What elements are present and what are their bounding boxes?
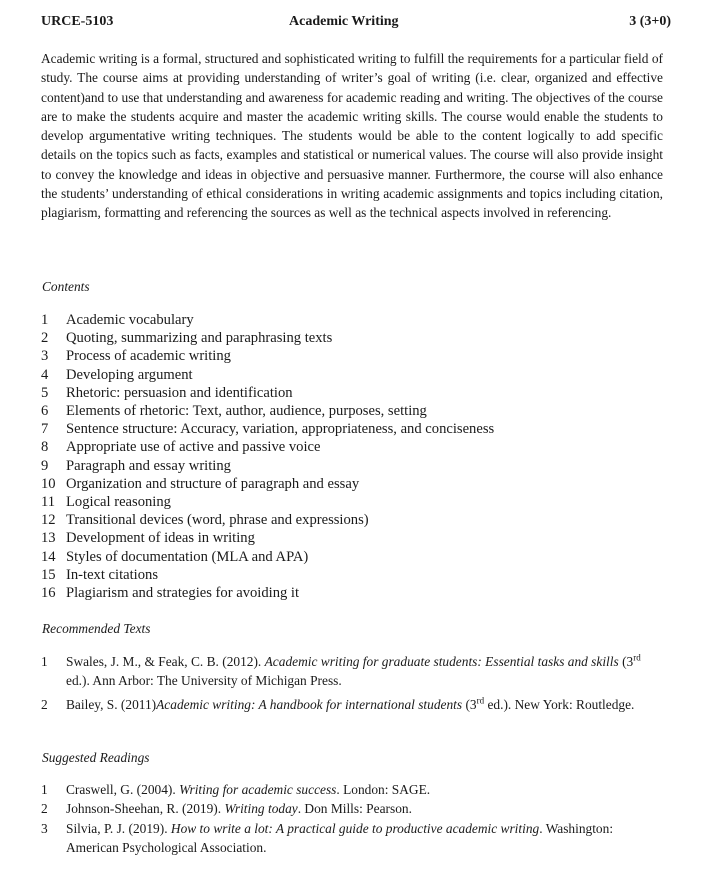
course-header (41, 14, 671, 34)
item-number: 1 (41, 654, 48, 669)
list-item (41, 420, 494, 438)
item-text: Developing argument (66, 366, 193, 383)
reference-text (66, 819, 666, 858)
item-number: 12 (41, 512, 56, 529)
suggested-readings-list (41, 780, 666, 857)
list-item (41, 529, 494, 547)
reference-rest: . Don Mills: Pearson. (297, 801, 412, 817)
reference-title: Academic writing for graduate students: Essential tasks and skills (264, 654, 619, 669)
reference-edition: (3 (618, 654, 634, 669)
item-text: Plagiarism and strategies for avoiding it (66, 585, 300, 602)
item-number: 8 (41, 439, 49, 456)
item-number: 3 (41, 820, 48, 836)
item-text: Styles of documentation (MLA and APA) (66, 548, 309, 565)
list-item (41, 548, 494, 566)
item-number: 15 (41, 566, 56, 583)
reference-title: Academic writing: A handbook for international students (156, 696, 463, 712)
reference-title: Writing today (224, 801, 298, 817)
item-text: Academic vocabulary (66, 312, 194, 328)
list-item (41, 819, 666, 858)
item-text: Process of academic writing (66, 348, 231, 365)
reference-title: How to write a lot: A practical guide to productive academic writing (170, 820, 540, 836)
item-text: Transitional devices (word, phrase and expressions) (66, 512, 369, 529)
course-credits: 3 (3+0) (629, 14, 671, 29)
reference-author: Bailey, S. (2011) (66, 696, 157, 712)
list-item (41, 438, 494, 456)
item-text: Quoting, summarizing and paraphrasing texts (66, 330, 333, 347)
item-number: 13 (41, 530, 56, 547)
reference-edition-post: ed.). (484, 696, 515, 712)
course-title: Academic Writing (289, 14, 399, 29)
list-item (41, 511, 494, 529)
item-number: 2 (41, 330, 49, 347)
list-item (41, 652, 666, 691)
item-number: 9 (41, 457, 49, 474)
list-item (41, 311, 494, 329)
item-number: 11 (41, 494, 56, 511)
item-number: 2 (41, 801, 48, 817)
reference-text (66, 799, 666, 818)
list-item (41, 329, 494, 347)
reference-edition: (3 (462, 696, 477, 712)
list-item (41, 695, 666, 714)
recommended-texts-heading: Recommended Texts (42, 621, 151, 636)
reference-author: Johnson-Sheehan, R. (2019). (66, 801, 225, 817)
course-description: Academic writing is a formal, structured and sophisticated writing to fulfill the requirements for a particular field of study. The course aims at providing understanding of writer’s goal of writing (i.e. clear, organized and effective content)and to use that understanding and awareness for academic reading and writing. The objectives of the course are to make the students acquire and master the academic writing skills. The course would enable the students to develop argumentative writing techniques. The students would be able to the content logically to add specific details on the topics such as facts, examples and statistical or numerical values. The course will also provide insight to convey the knowledge and ideas in objective and persuasive manner. Furthermore, the course will also enhance the students’ understanding of ethical considerations in writing academic assignments and topics including citation, plagiarism, formatting and referencing the sources as well as the technical aspects involved in referencing. (41, 51, 663, 221)
item-number: 2 (41, 696, 48, 712)
item-number: 3 (41, 348, 49, 365)
suggested-readings-heading: Suggested Readings (42, 750, 150, 765)
item-text: Rhetoric: persuasion and identification (66, 384, 293, 401)
item-text: Logical reasoning (66, 494, 171, 511)
list-item (41, 366, 494, 384)
reference-rest: . Washington: American Psychological Association. (66, 820, 614, 855)
reference-edition-sup: rd (633, 652, 641, 663)
contents-list (41, 311, 494, 602)
item-text: Development of ideas in writing (66, 530, 255, 547)
list-item (41, 799, 666, 818)
reference-text (66, 780, 666, 799)
reference-title: Writing for academic success (179, 782, 337, 797)
item-number: 7 (41, 421, 49, 438)
reference-rest: . London: SAGE. (336, 782, 431, 797)
item-text: Appropriate use of active and passive voice (66, 439, 321, 456)
item-number: 6 (41, 403, 49, 420)
item-number: 10 (41, 475, 56, 492)
list-item (41, 780, 666, 799)
item-number: 4 (41, 366, 49, 383)
item-number: 16 (41, 585, 56, 602)
list-item (41, 584, 494, 602)
item-text: Organization and structure of paragraph and essay (66, 475, 360, 492)
reference-edition-sup: rd (476, 695, 485, 706)
reference-text (66, 695, 666, 714)
list-item (41, 493, 494, 511)
course-code: URCE-5103 (41, 14, 114, 29)
list-item (41, 566, 494, 584)
item-number: 1 (41, 782, 48, 797)
list-item (41, 475, 494, 493)
contents-heading: Contents (42, 279, 90, 294)
item-text: Elements of rhetoric: Text, author, audience, purposes, setting (66, 403, 427, 420)
list-item (41, 384, 494, 402)
recommended-texts-list (41, 652, 666, 714)
item-text: Paragraph and essay writing (66, 457, 231, 474)
reference-publisher: New York: Routledge. (514, 696, 635, 712)
reference-author: Swales, J. M., & Feak, C. B. (2012). (66, 654, 265, 669)
item-number: 14 (41, 548, 56, 565)
reference-text (66, 652, 666, 691)
item-number: 5 (41, 384, 49, 401)
item-number: 1 (41, 312, 49, 328)
reference-publisher: Ann Arbor: The University of Michigan Press. (92, 673, 342, 689)
list-item (41, 402, 494, 420)
reference-edition-post: ed.). (66, 673, 93, 689)
item-text: In-text citations (66, 566, 158, 583)
reference-author: Craswell, G. (2004). (66, 782, 180, 797)
list-item (41, 457, 494, 475)
reference-author: Silvia, P. J. (2019). (66, 820, 171, 836)
list-item (41, 347, 494, 365)
item-text: Sentence structure: Accuracy, variation, appropriateness, and conciseness (66, 421, 495, 438)
